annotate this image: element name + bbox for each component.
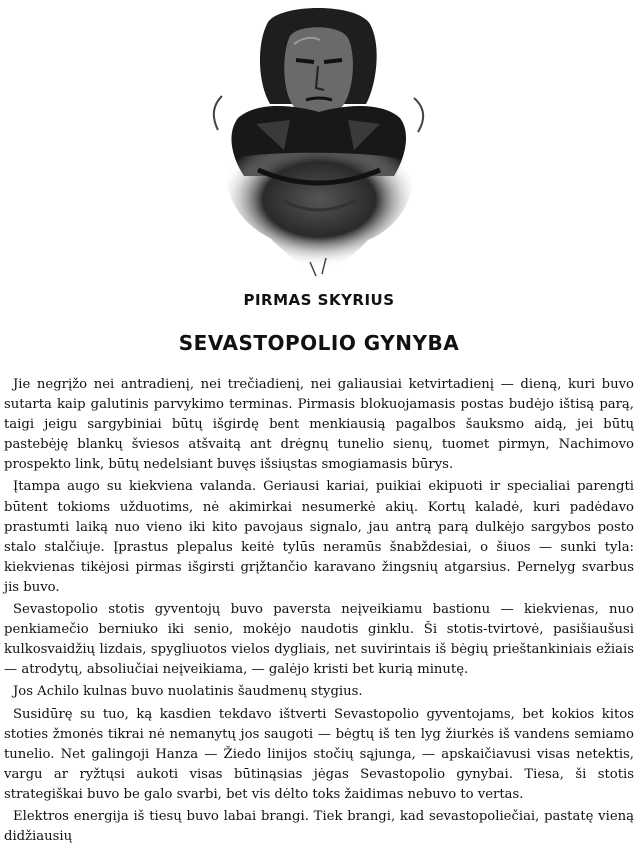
chapter-body — [4, 375, 634, 849]
soldier-portrait-illustration — [198, 0, 438, 278]
paragraph: Jos Achilo kulnas buvo nuolatinis šaudmenų stygius. — [13, 684, 363, 700]
chapter-title: SEVASTOPOLIO GYNYBA — [178, 331, 460, 355]
chapter-number: PIRMAS SKYRIUS — [243, 291, 395, 309]
paragraph: Elektros energija iš tiesų buvo labai brangi. Tiek brangi, kad sevastopoliečiai, pastatę vieną didžiausių — [4, 808, 634, 845]
paragraph: Jie negrįžo nei antradienį, nei trečiadienį, nei galiausiai ketvirtadienį — dieną, kuri buvo sutarta kaip galutinis parvykimo terminas. Pirmasis blokuojamasis postas budėjo ištisą parą, taigi jeigu sargybiniai būtų išgirdę bent menkiausią pagalbos šauksmo aidą, jei būtų pastebėję blankų šviesos atšvaitą ant drėgnų tunelio sienų, tuomet pirmyn, Nachimovo prospekto link, būtų nedelsiant buvęs išsiųstas smogiamasis būrys. — [4, 377, 634, 473]
paragraph: Susidūrę su tuo, ką kasdien tekdavo ištverti Sevastopolio gyventojams, bet kokios kitos stoties žmonės tikrai nė nemanytų jos saugoti — bėgtų iš ten lyg žiurkės iš vandens semiamo tunelio. Net galingoji Hanza — Žiedo linijos stočių sąjunga, — apskaičiavusi visas netektis, vargu ar ryžtųsi aukoti visas būtinąsias jėgas Sevastopolio gynybai. Tiesa, ši stotis strategiškai buvo be galo svarbi, bet vis dėlto toks žaidimas nebuvo to vertas. — [4, 706, 634, 802]
paragraph: Įtampa augo su kiekviena valanda. Geriausi kariai, puikiai ekipuoti ir specialiai parengti būtent tokioms užduotims, nė akimirkai nesumerkė akių. Kortų kaladė, kuri padėdavo prastumti laiką nuo vieno iki kito pavojaus signalo, jau antrą parą dulkėjo sargybos posto stalo stalčiuje. Įprastus plepalus keitė tylūs neramūs šnabždesiai, o šiuos — sunki tyla: kiekvienas tikėjosi pirmas išgirsti grįžtančio karavano žingsnių atgarsius. Pernelyg svarbus jis buvo. — [4, 479, 634, 595]
paragraph: Sevastopolio stotis gyventojų buvo paversta neįveikiamu bastionu — kiekvienas, nuo penkiamečio berniuko iki senio, mokėjo naudotis ginklu. Ši stotis-tvirtovė, pasišiaušusi kulkosvaidžių lizdais, spygliuotos vielos dygliais, net suvirintais iš bėgių prieštankiniais ežiais — atrodytų, absoliučiai neįveikiama, — galėjo kristi bet kurią minutę. — [4, 602, 634, 678]
